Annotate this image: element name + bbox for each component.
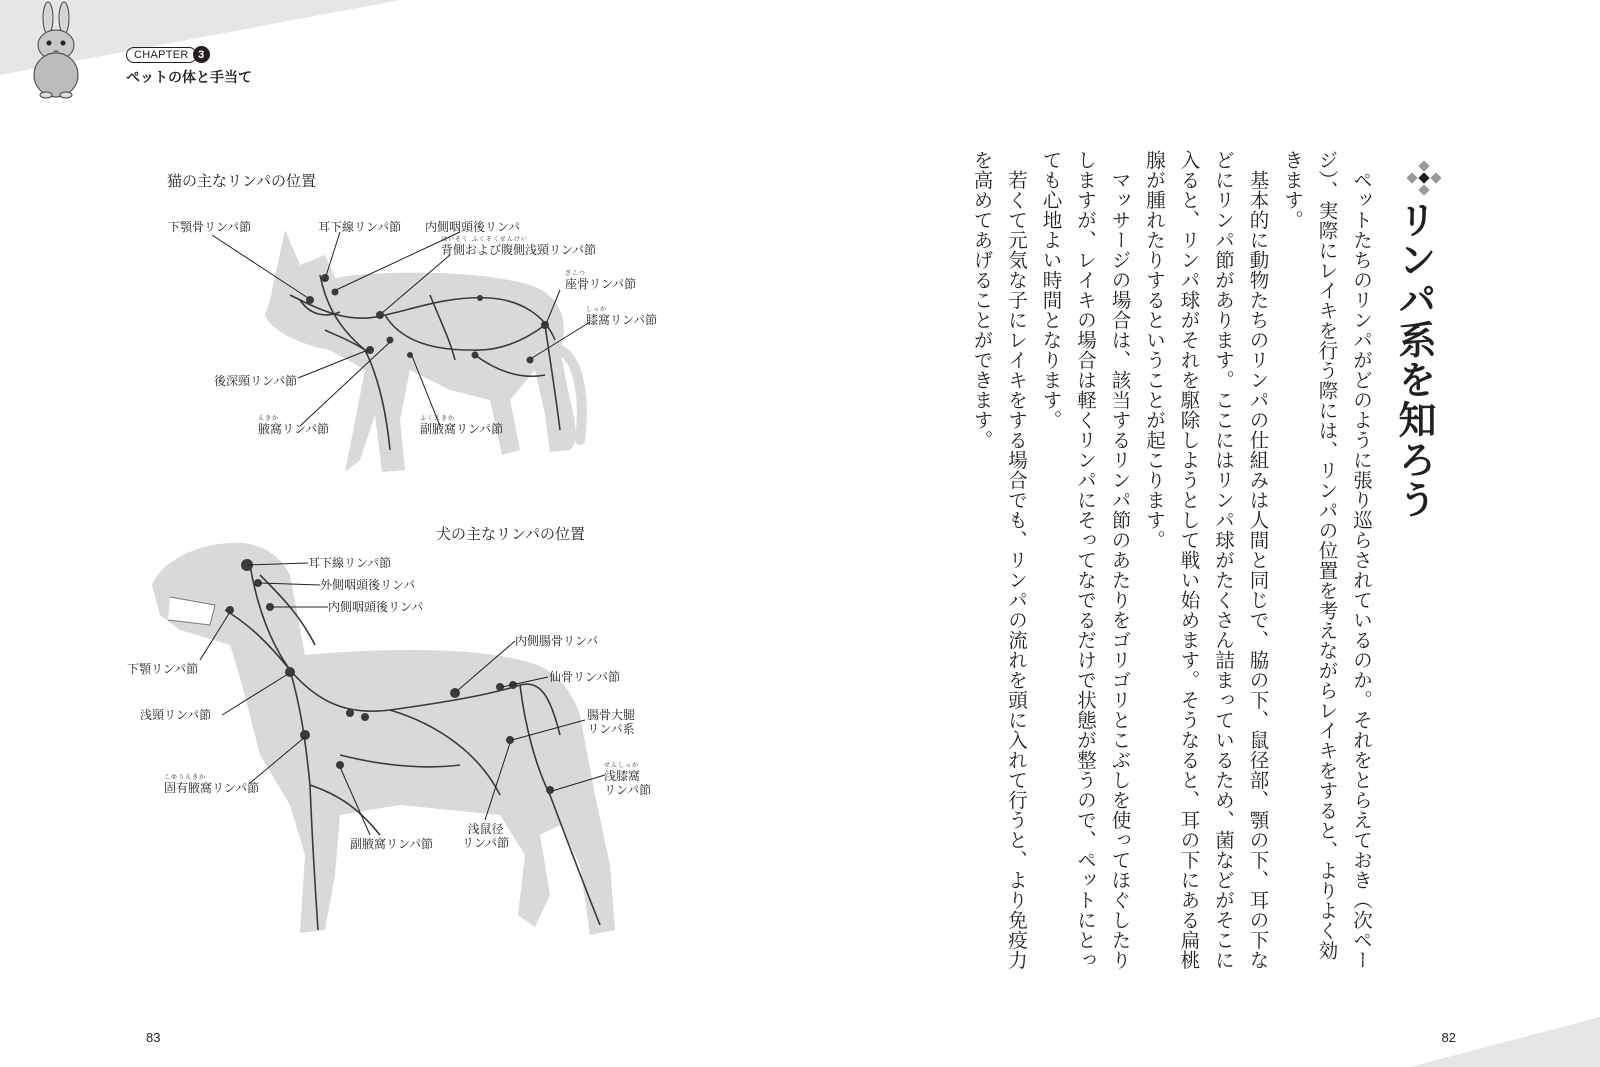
cat-figure-title: 猫の主なリンパの位置	[167, 172, 316, 190]
dog-lymph-diagram	[140, 535, 640, 945]
cat-label-mandibular: 下顎骨リンパ節	[168, 220, 252, 234]
label-text: 座骨リンパ節	[565, 277, 637, 291]
chapter-badge	[126, 46, 210, 63]
ruby-text: しっか	[586, 306, 608, 313]
page-number-left: 83	[146, 1030, 161, 1045]
section-title: ペットの体と手当て	[126, 70, 252, 86]
ruby-text: えきか	[258, 415, 280, 422]
cat-lymph-diagram	[150, 200, 690, 500]
cat-label-medial-retropharyngeal: 内側咽頭後リンパ	[425, 220, 521, 234]
cat-label-axillary	[258, 415, 329, 436]
dog-label-iliofemoral	[587, 708, 635, 736]
label-text: 背側および腹側浅頸リンパ節	[441, 243, 597, 257]
page-number-right: 82	[1441, 1030, 1456, 1045]
diamond-ornament-icon	[1406, 160, 1442, 196]
ruby-text: はいそく ふくそくせんけい	[441, 236, 528, 243]
label-text: 膝窩リンパ節	[586, 313, 658, 327]
label-line-1: 浅膝窩	[604, 769, 641, 783]
dog-label-medial-retropharyngeal: 内側咽頭後リンパ	[328, 600, 424, 614]
chapter-number: 3	[193, 46, 210, 63]
dog-label-superficial-inguinal	[462, 822, 509, 850]
label-line-1: 浅鼠径	[467, 822, 504, 836]
dog-label-sacral: 仙骨リンパ節	[549, 670, 621, 684]
article-paragraph: ペットたちのリンパがどのように張り巡らされているのか。それをとらえておき（次ページ）、実際にレイキを行う際には、リンパの位置を考えながらレイキをすると、よりよく効きます。	[1281, 150, 1373, 970]
chapter-label: CHAPTER	[126, 47, 197, 63]
label-text: 副腋窩リンパ節	[420, 422, 504, 436]
ruby-text: こゆうえきか	[164, 774, 207, 781]
dog-figure-title: 犬の主なリンパの位置	[436, 525, 585, 543]
dog-label-lateral-retropharyngeal: 外側咽頭後リンパ	[320, 578, 416, 592]
dog-label-medial-iliac: 内側腸骨リンパ	[515, 634, 599, 648]
rabbit-illustration	[26, 0, 88, 100]
cat-label-parotid: 耳下線リンパ節	[318, 220, 402, 234]
label-line-2: リンパ節	[462, 836, 510, 850]
cat-label-accessory-axillary	[420, 415, 503, 436]
ruby-text: せんしっか	[604, 762, 640, 769]
page-header	[0, 0, 320, 110]
article-paragraph: マッサージの場合は、該当するリンパ節のあたりをゴリゴリとこぶしを使ってほぐしたりしますが、レイキの場合は軽くリンパにそってなでるだけで状態が整うので、ペットにとっても心地よい時間となります。	[1039, 150, 1132, 970]
label-line-2: リンパ系	[587, 722, 635, 736]
label-line-2: リンパ節	[604, 783, 652, 797]
article-body	[964, 150, 1378, 970]
ruby-text: ざこつ	[565, 270, 586, 277]
dog-label-accessory-axillary: 副腋窩リンパ節	[350, 837, 434, 851]
cat-label-sciatic	[565, 270, 636, 291]
cat-label-dorsal-ventral-cervical	[441, 236, 596, 257]
label-line-1: 腸骨大腿	[587, 708, 636, 722]
ruby-text: ふくえきか	[420, 415, 456, 422]
dog-label-parotid: 耳下線リンパ節	[308, 556, 392, 570]
article-paragraph: 若くて元気な子にレイキをする場合でも、リンパの流れを頭に入れて行うと、より免疫力を高めてあげることができます。	[970, 150, 1028, 970]
cat-label-deep-cervical: 後深頸リンパ節	[214, 374, 298, 388]
dog-label-proper-axillary	[164, 774, 259, 795]
article-paragraph: 基本的に動物たちのリンパの仕組みは人間と同じで、脇の下、鼠径部、顎の下、耳の下などにリンパ節があります。ここにはリンパ球がたくさん詰まっているため、菌などがそこに入ると、リンパ球がそれを駆除しようとして戦い始めます。そうなると、耳の下にある扁桃腺が腫れたりするということが起こります。	[1143, 150, 1270, 970]
cat-label-popliteal	[586, 306, 657, 327]
label-text: 腋窩リンパ節	[258, 422, 330, 436]
article-heading: リンパ系を知ろう	[1392, 200, 1436, 520]
label-text: 固有腋窩リンパ節	[164, 781, 260, 795]
dog-label-superficial-cervical: 浅頸リンパ節	[140, 708, 212, 722]
dog-label-superficial-popliteal	[604, 762, 651, 797]
dog-label-mandibular: 下顎リンパ節	[127, 662, 199, 676]
corner-decoration-bottom	[1400, 1017, 1600, 1067]
